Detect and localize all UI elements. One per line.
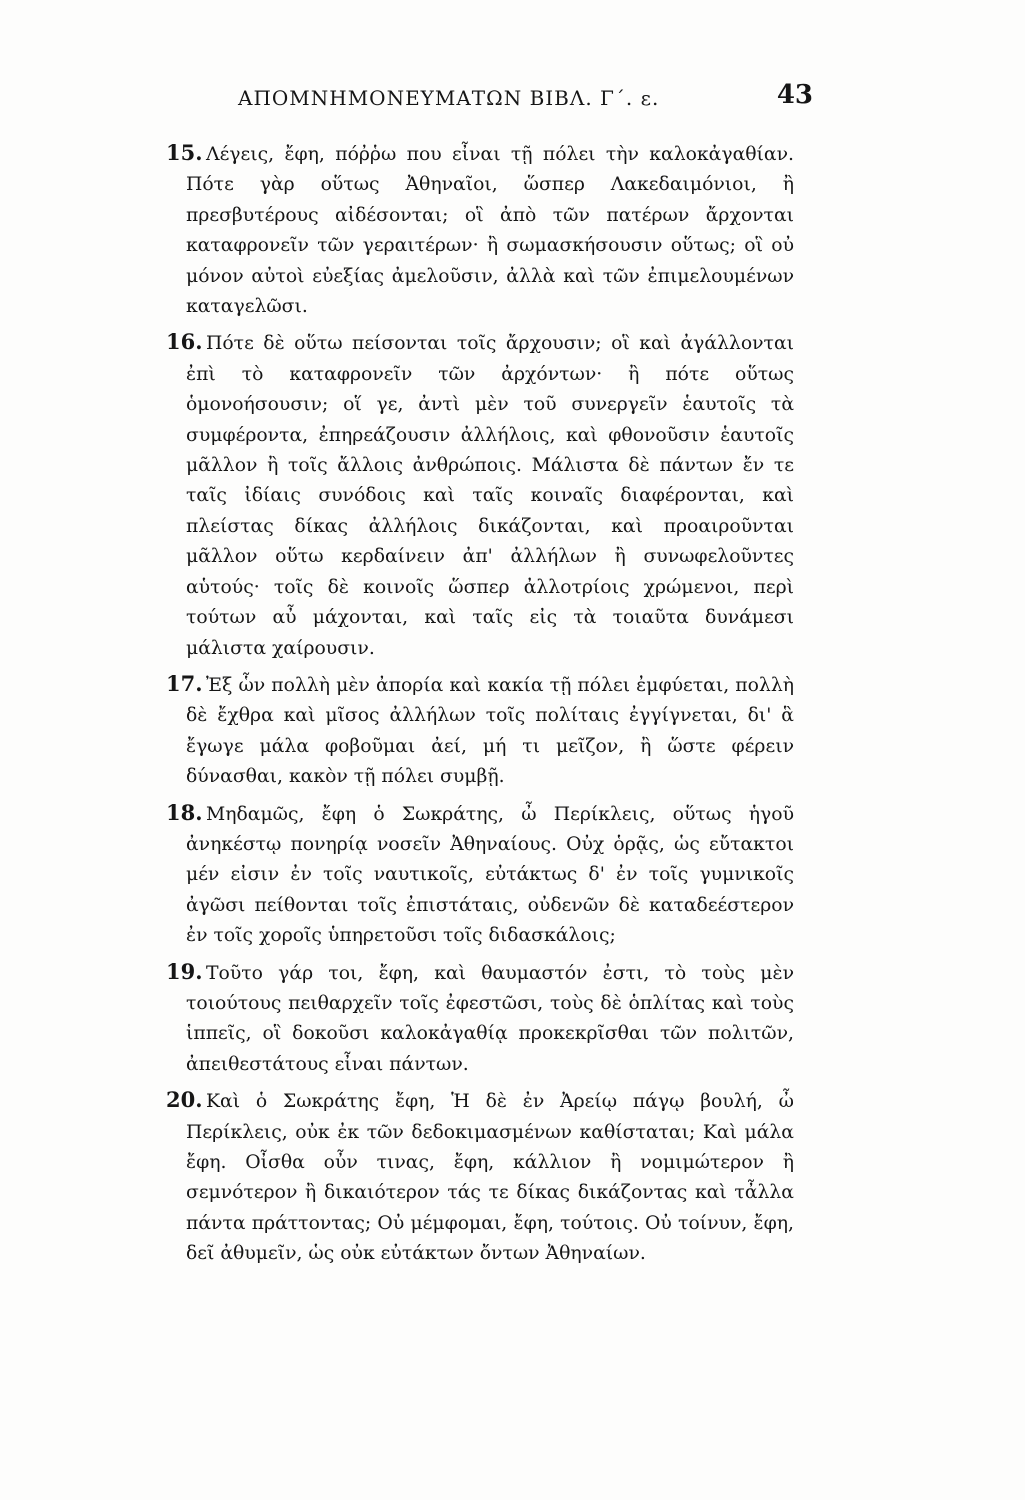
- section-number: 19.: [166, 958, 203, 984]
- paragraph-16: [166, 327, 794, 663]
- paragraph-18: [166, 798, 794, 952]
- paragraph-text: Πότε δὲ οὕτω πείσονται τοῖς ἄρχουσιν; οἳ καὶ ἀγάλλονται ἐπὶ τὸ καταφρονεῖν τῶν ἀρχόντων· ἢ πότε οὕτως ὁμονοήσουσιν; οἵ γε, ἀντὶ μὲν τοῦ συνεργεῖν ἑαυτοῖς τὰ συμφέροντα, ἐπηρεάζουσιν ἀλλήλοις, καὶ φθονοῦσιν ἑαυτοῖς μᾶλλον ἢ τοῖς ἄλλοις ἀνθρώποις. Μάλιστα δὲ πάντων ἔν τε ταῖς ἰδίαις συνόδοις καὶ ταῖς κοιναῖς διαφέρονται, καὶ πλείστας δίκας ἀλλήλοις δικάζονται, καὶ προαιροῦνται μᾶλλον οὕτω κερδαίνειν ἀπ' ἀλλήλων ἢ συνωφελοῦντες αὑτούς· τοῖς δὲ κοινοῖς ὥσπερ ἀλλοτρίοις χρώμενοι, περὶ τούτων αὖ μάχονται, καὶ ταῖς εἰς τὰ τοιαῦτα δυνάμεσι μάλιστα χαίρουσιν.: [186, 333, 794, 659]
- section-number: 20.: [166, 1087, 203, 1113]
- paragraph-20: [166, 1085, 794, 1269]
- running-title: ΑΠΟΜΝΗΜΟΝΕΥΜΑΤΩΝ ΒΙΒΛ. Γ΄. ε.: [238, 86, 660, 110]
- section-number: 17.: [166, 670, 203, 696]
- paragraph-text: Τοῦτο γάρ τοι, ἔφη, καὶ θαυμαστόν ἐστι, τὸ τοὺς μὲν τοιούτους πειθαρχεῖν τοῖς ἐφεστῶσι, τοὺς δὲ ὁπλίτας καὶ τοὺς ἱππεῖς, οἳ δοκοῦσι καλοκἀγαθίᾳ προκεκρῖσθαι τῶν πολιτῶν, ἀπειθεστάτους εἶναι πάντων.: [186, 962, 794, 1075]
- paragraph-text: Ἐξ ὧν πολλὴ μὲν ἀπορία καὶ κακία τῇ πόλει ἐμφύεται, πολλὴ δὲ ἔχθρα καὶ μῖσος ἀλλήλων τοῖς πολίταις ἐγγίγνεται, δι' ἃ ἔγωγε μάλα φοβοῦμαι ἀεί, μή τι μεῖζον, ἢ ὥστε φέρειν δύνασθαι, κακὸν τῇ πόλει συμβῇ.: [186, 674, 794, 788]
- paragraph-text: Λέγεις, ἔφη, πόῤῥω που εἶναι τῇ πόλει τὴν καλοκἀγαθίαν. Πότε γὰρ οὕτως Ἀθηναῖοι, ὥσπερ Λακεδαιμόνιοι, ἢ πρεσβυτέρους αἰδέσονται; οἳ ἀπὸ τῶν πατέρων ἄρχονται καταφρονεῖν τῶν γεραιτέρων· ἢ σωμασκήσουσιν οὕτως; οἳ οὐ μόνον αὐτοὶ εὐεξίας ἀμελοῦσιν, ἀλλὰ καὶ τῶν ἐπιμελουμένων καταγελῶσι.: [186, 144, 794, 318]
- paragraph-19: [166, 957, 794, 1081]
- running-header: [190, 80, 813, 120]
- paragraph-text: Μηδαμῶς, ἔφη ὁ Σωκράτης, ὦ Περίκλεις, οὕτως ἡγοῦ ἀνηκέστῳ πονηρίᾳ νοσεῖν Ἀθηναίους. Οὐχ ὁρᾷς, ὡς εὔτακτοι μέν εἰσιν ἐν τοῖς ναυτικοῖς, εὐτάκτως δ' ἐν τοῖς γυμνικοῖς ἀγῶσι πείθονται τοῖς ἐπιστάταις, οὐδενῶν δὲ καταδεέστερον ἐν τοῖς χοροῖς ὑπηρετοῦσι τοῖς διδασκάλοις;: [186, 803, 794, 947]
- paragraph-15: [166, 138, 794, 322]
- paragraph-17: [166, 669, 794, 793]
- section-number: 16.: [166, 329, 203, 355]
- section-number: 15.: [166, 140, 203, 165]
- section-number: 18.: [166, 799, 203, 825]
- paragraph-text: Καὶ ὁ Σωκράτης ἔφη, Ἡ δὲ ἐν Ἀρείῳ πάγῳ βουλή, ὦ Περίκλεις, οὐκ ἐκ τῶν δεδοκιμασμένων καθίσταται; Καὶ μάλα ἔφη. Οἶσθα οὖν τινας, ἔφη, κάλλιον ἢ νομιμώτερον ἢ σεμνότερον ἢ δικαιότερον τάς τε δίκας δικάζοντας καὶ τἆλλα πάντα πράττοντας; Οὐ μέμφομαι, ἔφη, τούτοις. Οὐ τοίνυν, ἔφη, δεῖ ἀθυμεῖν, ὡς οὐκ εὐτάκτων ὄντων Ἀθηναίων.: [186, 1091, 794, 1265]
- body-text: [166, 138, 794, 1270]
- page-number: 43: [776, 80, 813, 110]
